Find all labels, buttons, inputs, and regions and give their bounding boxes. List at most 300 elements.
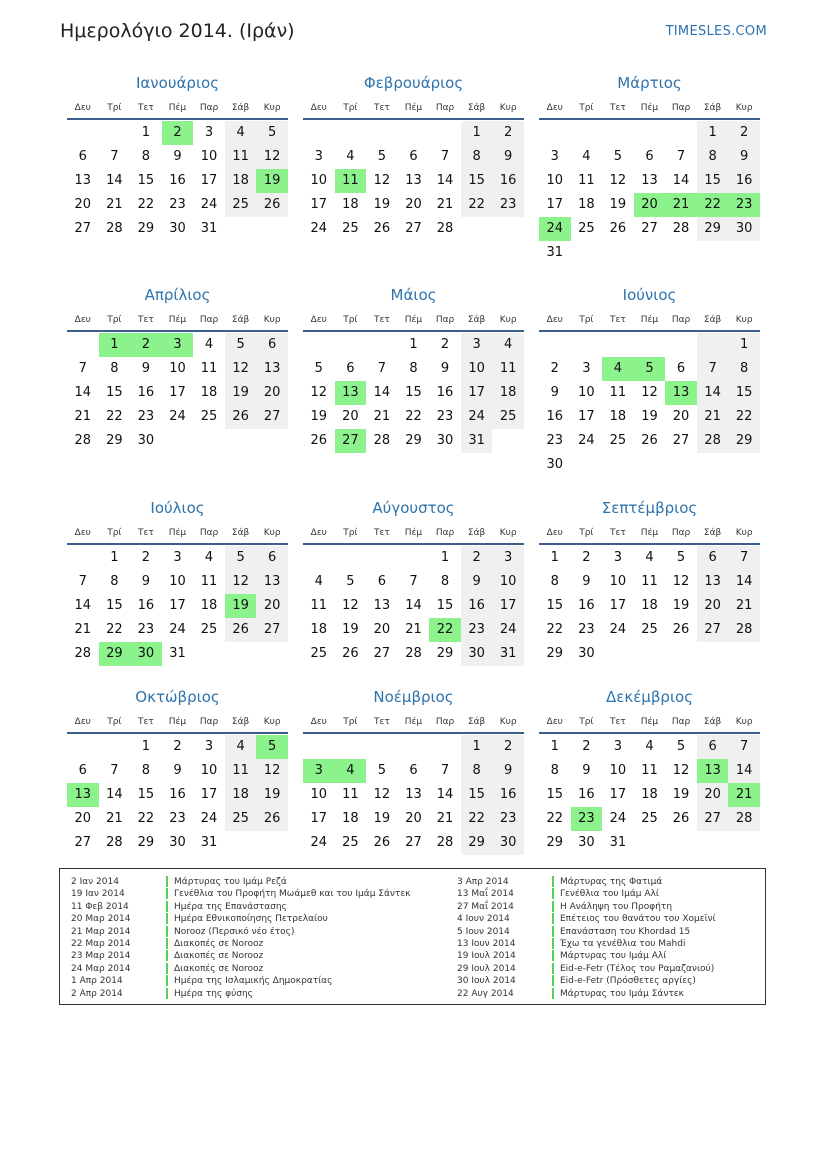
- day-cell[interactable]: 31: [609, 835, 627, 850]
- day-cell[interactable]: 14: [405, 598, 422, 613]
- day-cell[interactable]: 31: [546, 245, 564, 260]
- day-cell[interactable]: 29: [405, 433, 422, 448]
- day-cell[interactable]: 9: [173, 763, 182, 778]
- day-cell[interactable]: 13: [256, 570, 288, 594]
- day-cell[interactable]: 4: [645, 739, 654, 754]
- brand-link[interactable]: TIMESLES.COM: [665, 24, 767, 39]
- day-cell[interactable]: 13: [697, 759, 729, 783]
- day-cell[interactable]: 22: [405, 409, 422, 424]
- day-cell[interactable]: 6: [256, 546, 288, 570]
- day-cell[interactable]: 6: [645, 149, 654, 164]
- day-cell[interactable]: 7: [78, 361, 87, 376]
- day-cell[interactable]: 19: [256, 169, 288, 193]
- day-cell[interactable]: 6: [78, 149, 87, 164]
- day-cell[interactable]: 25: [641, 811, 658, 826]
- day-cell[interactable]: 10: [200, 149, 218, 164]
- day-cell[interactable]: 21: [697, 405, 729, 429]
- day-cell[interactable]: 18: [641, 598, 658, 613]
- day-cell[interactable]: 22: [546, 622, 564, 637]
- day-cell[interactable]: 12: [256, 145, 288, 169]
- day-cell[interactable]: 5: [676, 550, 686, 565]
- day-cell[interactable]: 9: [173, 149, 182, 164]
- day-cell[interactable]: 4: [602, 357, 634, 381]
- day-cell[interactable]: 29: [137, 835, 155, 850]
- day-cell[interactable]: 15: [697, 169, 729, 193]
- day-cell[interactable]: 24: [200, 811, 218, 826]
- day-cell[interactable]: 29: [99, 642, 131, 666]
- day-cell[interactable]: 3: [204, 739, 214, 754]
- day-cell[interactable]: 13: [74, 173, 92, 188]
- day-cell[interactable]: 22: [461, 807, 493, 831]
- day-cell[interactable]: 31: [461, 429, 493, 453]
- day-cell[interactable]: 5: [676, 739, 686, 754]
- day-cell[interactable]: 30: [130, 642, 162, 666]
- day-cell[interactable]: 16: [492, 783, 524, 807]
- day-cell[interactable]: 10: [169, 574, 186, 589]
- day-cell[interactable]: 30: [137, 433, 155, 448]
- day-cell[interactable]: 28: [106, 221, 123, 236]
- day-cell[interactable]: 10: [169, 361, 186, 376]
- day-cell[interactable]: 18: [200, 598, 218, 613]
- day-cell[interactable]: 29: [436, 646, 454, 661]
- day-cell[interactable]: 31: [200, 835, 218, 850]
- day-cell[interactable]: 16: [137, 598, 155, 613]
- day-cell[interactable]: 23: [137, 622, 155, 637]
- day-cell[interactable]: 17: [546, 197, 564, 212]
- day-cell[interactable]: 4: [225, 121, 257, 145]
- day-cell[interactable]: 12: [225, 357, 257, 381]
- day-cell[interactable]: 27: [697, 618, 729, 642]
- day-cell[interactable]: 25: [609, 433, 627, 448]
- day-cell[interactable]: 28: [106, 835, 123, 850]
- day-cell[interactable]: 6: [676, 361, 686, 376]
- day-cell[interactable]: 7: [440, 763, 450, 778]
- day-cell[interactable]: 20: [697, 594, 729, 618]
- day-cell[interactable]: 20: [256, 594, 288, 618]
- day-cell[interactable]: 21: [665, 193, 697, 217]
- day-cell[interactable]: 10: [546, 173, 564, 188]
- day-cell[interactable]: 18: [492, 381, 524, 405]
- day-cell[interactable]: 3: [492, 546, 524, 570]
- day-cell[interactable]: 9: [582, 763, 591, 778]
- day-cell[interactable]: 25: [342, 221, 359, 236]
- day-cell[interactable]: 21: [106, 197, 123, 212]
- day-cell[interactable]: 15: [461, 169, 493, 193]
- day-cell[interactable]: 20: [74, 811, 92, 826]
- day-cell[interactable]: 15: [106, 598, 123, 613]
- day-cell[interactable]: 27: [74, 221, 92, 236]
- day-cell[interactable]: 25: [200, 622, 218, 637]
- day-cell[interactable]: 27: [405, 835, 422, 850]
- day-cell[interactable]: 3: [314, 149, 323, 164]
- day-cell[interactable]: 22: [728, 405, 760, 429]
- day-cell[interactable]: 7: [110, 149, 119, 164]
- day-cell[interactable]: 13: [405, 787, 422, 802]
- day-cell[interactable]: 24: [461, 405, 493, 429]
- day-cell[interactable]: 11: [225, 759, 257, 783]
- day-cell[interactable]: 8: [697, 145, 729, 169]
- day-cell[interactable]: 19: [310, 409, 328, 424]
- day-cell[interactable]: 19: [256, 783, 288, 807]
- day-cell[interactable]: 11: [200, 361, 218, 376]
- day-cell[interactable]: 20: [373, 622, 391, 637]
- day-cell[interactable]: 20: [697, 783, 729, 807]
- day-cell[interactable]: 27: [672, 433, 690, 448]
- day-cell[interactable]: 16: [169, 173, 186, 188]
- day-cell[interactable]: 24: [578, 433, 595, 448]
- day-cell[interactable]: 19: [373, 197, 391, 212]
- day-cell[interactable]: 2: [550, 361, 559, 376]
- day-cell[interactable]: 16: [137, 385, 155, 400]
- day-cell[interactable]: 28: [74, 433, 92, 448]
- day-cell[interactable]: 4: [225, 735, 257, 759]
- day-cell[interactable]: 23: [728, 193, 760, 217]
- day-cell[interactable]: 30: [436, 433, 454, 448]
- day-cell[interactable]: 5: [314, 361, 323, 376]
- day-cell[interactable]: 19: [672, 598, 690, 613]
- day-cell[interactable]: 10: [492, 570, 524, 594]
- day-cell[interactable]: 22: [106, 409, 123, 424]
- day-cell[interactable]: 26: [342, 646, 359, 661]
- day-cell[interactable]: 22: [429, 618, 461, 642]
- day-cell[interactable]: 17: [609, 787, 627, 802]
- day-cell[interactable]: 29: [697, 217, 729, 241]
- day-cell[interactable]: 17: [169, 598, 186, 613]
- day-cell[interactable]: 2: [582, 550, 591, 565]
- day-cell[interactable]: 26: [225, 405, 257, 429]
- day-cell[interactable]: 3: [162, 333, 194, 357]
- day-cell[interactable]: 24: [609, 622, 627, 637]
- day-cell[interactable]: 9: [141, 361, 151, 376]
- day-cell[interactable]: 1: [461, 121, 493, 145]
- day-cell[interactable]: 28: [728, 618, 760, 642]
- day-cell[interactable]: 19: [373, 811, 391, 826]
- day-cell[interactable]: 7: [676, 149, 686, 164]
- day-cell[interactable]: 13: [373, 598, 391, 613]
- day-cell[interactable]: 25: [225, 807, 257, 831]
- day-cell[interactable]: 14: [74, 385, 92, 400]
- day-cell[interactable]: 7: [697, 357, 729, 381]
- day-cell[interactable]: 26: [641, 433, 658, 448]
- day-cell[interactable]: 11: [310, 598, 328, 613]
- day-cell[interactable]: 11: [641, 574, 658, 589]
- day-cell[interactable]: 6: [697, 546, 729, 570]
- day-cell[interactable]: 14: [74, 598, 92, 613]
- day-cell[interactable]: 5: [256, 121, 288, 145]
- day-cell[interactable]: 16: [578, 598, 595, 613]
- day-cell[interactable]: 1: [141, 739, 151, 754]
- day-cell[interactable]: 16: [461, 594, 493, 618]
- day-cell[interactable]: 2: [728, 121, 760, 145]
- day-cell[interactable]: 7: [110, 763, 119, 778]
- day-cell[interactable]: 15: [137, 173, 155, 188]
- day-cell[interactable]: 30: [492, 831, 524, 855]
- day-cell[interactable]: 28: [436, 835, 454, 850]
- day-cell[interactable]: 24: [539, 217, 571, 241]
- day-cell[interactable]: 16: [436, 385, 454, 400]
- day-cell[interactable]: 8: [440, 574, 450, 589]
- day-cell[interactable]: 6: [78, 763, 87, 778]
- day-cell[interactable]: 15: [546, 598, 564, 613]
- day-cell[interactable]: 14: [373, 385, 391, 400]
- day-cell[interactable]: 25: [200, 409, 218, 424]
- day-cell[interactable]: 17: [169, 385, 186, 400]
- day-cell[interactable]: 27: [405, 221, 422, 236]
- day-cell[interactable]: 4: [492, 333, 524, 357]
- day-cell[interactable]: 16: [728, 169, 760, 193]
- day-cell[interactable]: 12: [373, 173, 391, 188]
- day-cell[interactable]: 15: [546, 787, 564, 802]
- day-cell[interactable]: 10: [609, 574, 627, 589]
- day-cell[interactable]: 10: [310, 787, 328, 802]
- day-cell[interactable]: 3: [204, 125, 214, 140]
- day-cell[interactable]: 23: [169, 197, 186, 212]
- day-cell[interactable]: 10: [461, 357, 493, 381]
- day-cell[interactable]: 7: [440, 149, 450, 164]
- day-cell[interactable]: 17: [310, 197, 328, 212]
- day-cell[interactable]: 6: [697, 735, 729, 759]
- day-cell[interactable]: 6: [346, 361, 355, 376]
- day-cell[interactable]: 11: [335, 169, 367, 193]
- day-cell[interactable]: 17: [310, 811, 328, 826]
- day-cell[interactable]: 17: [200, 787, 218, 802]
- day-cell[interactable]: 2: [162, 121, 194, 145]
- day-cell[interactable]: 4: [582, 149, 591, 164]
- day-cell[interactable]: 30: [578, 646, 595, 661]
- day-cell[interactable]: 25: [310, 646, 328, 661]
- day-cell[interactable]: 27: [641, 221, 658, 236]
- day-cell[interactable]: 30: [461, 642, 493, 666]
- day-cell[interactable]: 28: [373, 433, 391, 448]
- day-cell[interactable]: 15: [137, 787, 155, 802]
- day-cell[interactable]: 12: [672, 763, 690, 778]
- day-cell[interactable]: 20: [405, 197, 422, 212]
- day-cell[interactable]: 11: [342, 787, 359, 802]
- day-cell[interactable]: 5: [225, 546, 257, 570]
- day-cell[interactable]: 18: [641, 787, 658, 802]
- day-cell[interactable]: 10: [200, 763, 218, 778]
- day-cell[interactable]: 2: [130, 333, 162, 357]
- day-cell[interactable]: 9: [492, 145, 524, 169]
- day-cell[interactable]: 5: [634, 357, 666, 381]
- day-cell[interactable]: 12: [641, 385, 658, 400]
- day-cell[interactable]: 24: [169, 409, 186, 424]
- day-cell[interactable]: 3: [461, 333, 493, 357]
- day-cell[interactable]: 1: [461, 735, 493, 759]
- day-cell[interactable]: 26: [225, 618, 257, 642]
- day-cell[interactable]: 2: [440, 337, 450, 352]
- day-cell[interactable]: 26: [373, 835, 391, 850]
- day-cell[interactable]: 7: [728, 546, 760, 570]
- day-cell[interactable]: 24: [310, 221, 328, 236]
- day-cell[interactable]: 27: [335, 429, 367, 453]
- day-cell[interactable]: 8: [550, 574, 559, 589]
- day-cell[interactable]: 2: [492, 121, 524, 145]
- day-cell[interactable]: 25: [578, 221, 595, 236]
- day-cell[interactable]: 19: [342, 622, 359, 637]
- day-cell[interactable]: 22: [106, 622, 123, 637]
- day-cell[interactable]: 1: [550, 739, 559, 754]
- day-cell[interactable]: 27: [256, 405, 288, 429]
- day-cell[interactable]: 22: [697, 193, 729, 217]
- day-cell[interactable]: 12: [310, 385, 328, 400]
- day-cell[interactable]: 11: [609, 385, 627, 400]
- day-cell[interactable]: 2: [141, 550, 151, 565]
- day-cell[interactable]: 2: [173, 739, 182, 754]
- day-cell[interactable]: 24: [169, 622, 186, 637]
- day-cell[interactable]: 24: [492, 618, 524, 642]
- day-cell[interactable]: 20: [405, 811, 422, 826]
- day-cell[interactable]: 29: [461, 831, 493, 855]
- day-cell[interactable]: 22: [461, 193, 493, 217]
- day-cell[interactable]: 8: [110, 574, 119, 589]
- day-cell[interactable]: 29: [546, 646, 564, 661]
- day-cell[interactable]: 28: [672, 221, 690, 236]
- day-cell[interactable]: 26: [609, 221, 627, 236]
- day-cell[interactable]: 29: [546, 835, 564, 850]
- day-cell[interactable]: 27: [373, 646, 391, 661]
- day-cell[interactable]: 20: [342, 409, 359, 424]
- day-cell[interactable]: 30: [169, 221, 186, 236]
- day-cell[interactable]: 25: [342, 835, 359, 850]
- day-cell[interactable]: 24: [200, 197, 218, 212]
- day-cell[interactable]: 11: [578, 173, 595, 188]
- day-cell[interactable]: 5: [256, 735, 288, 759]
- day-cell[interactable]: 19: [672, 787, 690, 802]
- day-cell[interactable]: 11: [492, 357, 524, 381]
- day-cell[interactable]: 13: [335, 381, 367, 405]
- day-cell[interactable]: 29: [137, 221, 155, 236]
- day-cell[interactable]: 30: [728, 217, 760, 241]
- day-cell[interactable]: 27: [74, 835, 92, 850]
- day-cell[interactable]: 15: [728, 381, 760, 405]
- day-cell[interactable]: 9: [141, 574, 151, 589]
- day-cell[interactable]: 21: [436, 197, 454, 212]
- day-cell[interactable]: 22: [137, 197, 155, 212]
- day-cell[interactable]: 20: [256, 381, 288, 405]
- day-cell[interactable]: 20: [634, 193, 666, 217]
- day-cell[interactable]: 1: [141, 125, 151, 140]
- day-cell[interactable]: 17: [492, 594, 524, 618]
- day-cell[interactable]: 14: [728, 570, 760, 594]
- day-cell[interactable]: 5: [225, 333, 257, 357]
- day-cell[interactable]: 14: [106, 173, 123, 188]
- day-cell[interactable]: 12: [342, 598, 359, 613]
- day-cell[interactable]: 22: [546, 811, 564, 826]
- day-cell[interactable]: 26: [310, 433, 328, 448]
- day-cell[interactable]: 12: [225, 570, 257, 594]
- day-cell[interactable]: 18: [310, 622, 328, 637]
- day-cell[interactable]: 28: [728, 807, 760, 831]
- day-cell[interactable]: 28: [697, 429, 729, 453]
- day-cell[interactable]: 30: [578, 835, 595, 850]
- day-cell[interactable]: 12: [672, 574, 690, 589]
- day-cell[interactable]: 29: [728, 429, 760, 453]
- day-cell[interactable]: 6: [377, 574, 387, 589]
- day-cell[interactable]: 20: [74, 197, 92, 212]
- day-cell[interactable]: 27: [697, 807, 729, 831]
- day-cell[interactable]: 10: [609, 763, 627, 778]
- day-cell[interactable]: 23: [461, 618, 493, 642]
- day-cell[interactable]: 5: [613, 149, 623, 164]
- day-cell[interactable]: 17: [461, 381, 493, 405]
- day-cell[interactable]: 6: [256, 333, 288, 357]
- day-cell[interactable]: 1: [99, 333, 131, 357]
- day-cell[interactable]: 21: [373, 409, 391, 424]
- day-cell[interactable]: 12: [256, 759, 288, 783]
- day-cell[interactable]: 18: [342, 197, 359, 212]
- day-cell[interactable]: 8: [409, 361, 418, 376]
- day-cell[interactable]: 9: [492, 759, 524, 783]
- day-cell[interactable]: 12: [609, 173, 627, 188]
- day-cell[interactable]: 31: [169, 646, 186, 661]
- day-cell[interactable]: 10: [578, 385, 595, 400]
- day-cell[interactable]: 4: [335, 759, 367, 783]
- day-cell[interactable]: 2: [461, 546, 493, 570]
- day-cell[interactable]: 11: [225, 145, 257, 169]
- day-cell[interactable]: 14: [697, 381, 729, 405]
- day-cell[interactable]: 6: [409, 149, 418, 164]
- day-cell[interactable]: 14: [436, 173, 454, 188]
- day-cell[interactable]: 21: [74, 622, 92, 637]
- day-cell[interactable]: 12: [373, 787, 391, 802]
- day-cell[interactable]: 16: [578, 787, 595, 802]
- day-cell[interactable]: 13: [665, 381, 697, 405]
- day-cell[interactable]: 1: [550, 550, 559, 565]
- day-cell[interactable]: 18: [609, 409, 627, 424]
- day-cell[interactable]: 10: [310, 173, 328, 188]
- day-cell[interactable]: 7: [78, 574, 87, 589]
- day-cell[interactable]: 23: [436, 409, 454, 424]
- day-cell[interactable]: 7: [728, 735, 760, 759]
- day-cell[interactable]: 23: [546, 433, 564, 448]
- day-cell[interactable]: 5: [346, 574, 355, 589]
- day-cell[interactable]: 21: [728, 594, 760, 618]
- day-cell[interactable]: 25: [225, 193, 257, 217]
- day-cell[interactable]: 13: [256, 357, 288, 381]
- day-cell[interactable]: 16: [169, 787, 186, 802]
- day-cell[interactable]: 9: [461, 570, 493, 594]
- day-cell[interactable]: 24: [609, 811, 627, 826]
- day-cell[interactable]: 9: [728, 145, 760, 169]
- day-cell[interactable]: 15: [405, 385, 422, 400]
- day-cell[interactable]: 15: [461, 783, 493, 807]
- day-cell[interactable]: 3: [613, 550, 623, 565]
- day-cell[interactable]: 23: [137, 409, 155, 424]
- day-cell[interactable]: 7: [409, 574, 418, 589]
- day-cell[interactable]: 4: [204, 550, 214, 565]
- day-cell[interactable]: 11: [200, 574, 218, 589]
- day-cell[interactable]: 28: [74, 646, 92, 661]
- day-cell[interactable]: 21: [74, 409, 92, 424]
- day-cell[interactable]: 3: [550, 149, 559, 164]
- day-cell[interactable]: 8: [461, 145, 493, 169]
- day-cell[interactable]: 23: [169, 811, 186, 826]
- day-cell[interactable]: 7: [377, 361, 387, 376]
- day-cell[interactable]: 6: [409, 763, 418, 778]
- day-cell[interactable]: 4: [645, 550, 654, 565]
- day-cell[interactable]: 14: [436, 787, 454, 802]
- day-cell[interactable]: 13: [67, 783, 99, 807]
- day-cell[interactable]: 30: [546, 457, 564, 472]
- day-cell[interactable]: 27: [256, 618, 288, 642]
- day-cell[interactable]: 5: [377, 763, 387, 778]
- day-cell[interactable]: 2: [582, 739, 591, 754]
- day-cell[interactable]: 29: [106, 433, 123, 448]
- day-cell[interactable]: 25: [492, 405, 524, 429]
- day-cell[interactable]: 19: [225, 594, 257, 618]
- day-cell[interactable]: 3: [173, 550, 182, 565]
